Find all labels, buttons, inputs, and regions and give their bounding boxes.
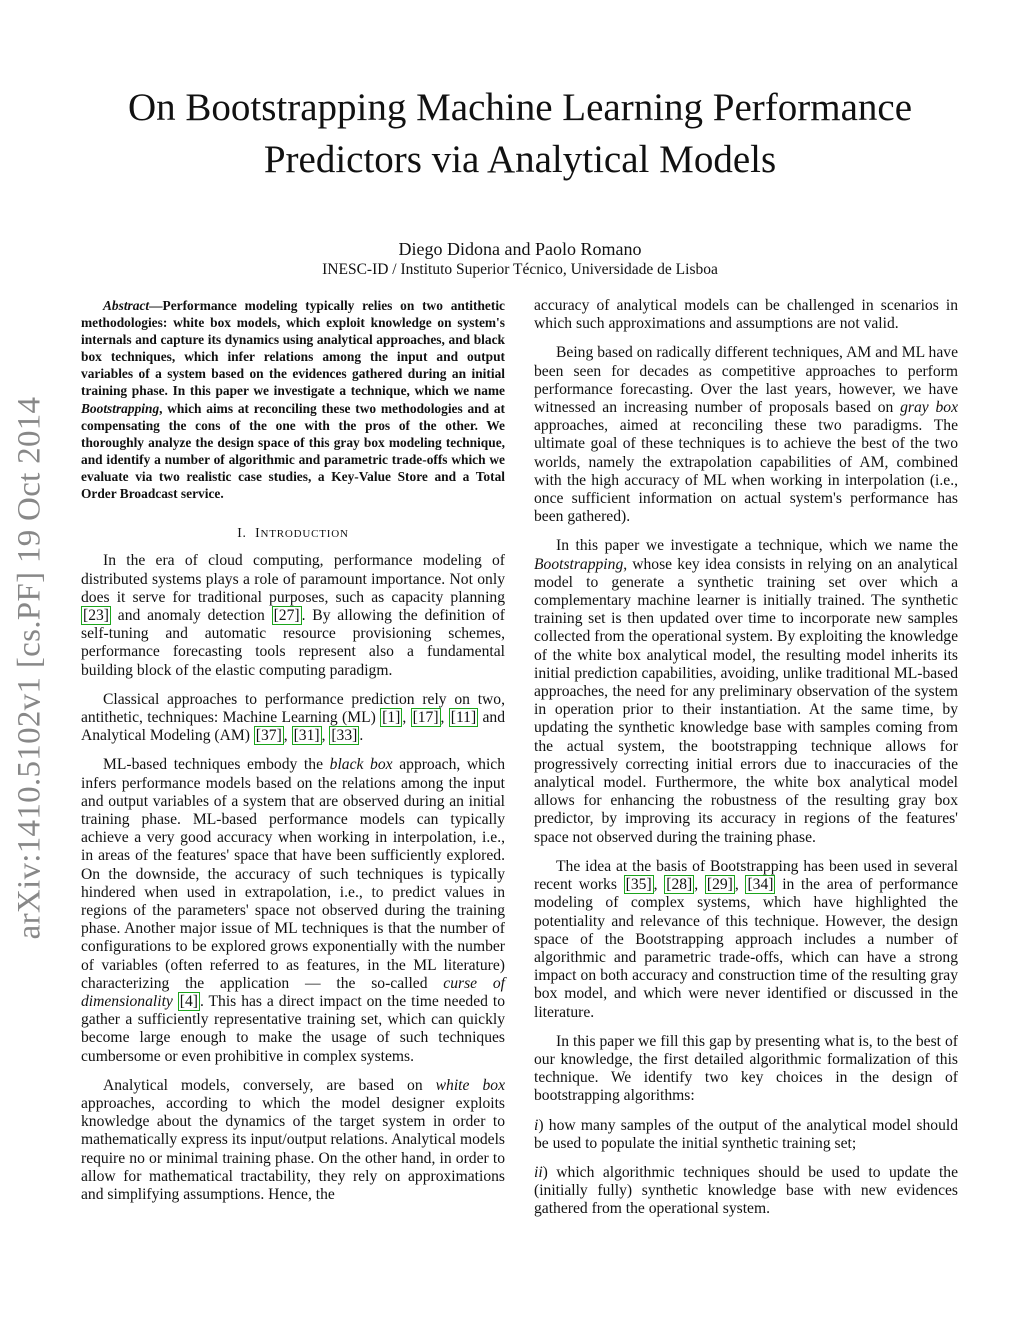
text: In this paper we investigate a technique, which we name the <box>556 537 958 555</box>
choice-label-i: i <box>534 1116 539 1134</box>
text: Analytical models, conversely, are based on <box>103 1076 436 1094</box>
arxiv-stamp <box>6 375 54 960</box>
intro-paragraph-7 <box>534 537 958 846</box>
left-column <box>81 297 505 1204</box>
text: approach, which infers performance models based on the relations among the input and output variables of a system that are observed during an initial training phase. ML-based performance models can typically achieve a very good accuracy when working in interpolation, i.e., in areas of the features' space that have been sufficiently explored. On the downside, the accuracy of such techniques is typically hindered when used in extrapolation, i.e., to predict values in regions of the parameters' space not observed during the training phase. Another major issue of ML techniques is that the number of configurations to be explored grows exponentially with the number of variables (often referred to as features, in the ML literature) characterizing the application — the so-called <box>81 756 506 992</box>
text: . <box>359 727 364 745</box>
title-line-2: Predictors via Analytical Models <box>263 138 777 181</box>
intro-paragraph-1 <box>81 552 505 679</box>
text: , whose key idea consists in relying on an analytical model to generate a synthetic training set over which a complementary machine learner is initially trained. The synthetic training set is then updated over time to incorporate new samples collected from the operational system. By exploiting the knowledge of the white box analytical model, the resulting model inherits its initial prediction capabilities, avoiding, unlike traditional ML-based approaches, the need for any preliminary observation of the system in operation prior to their instantiation. At the same time, by updating the synthetic knowledge base with samples coming from the actual system, the bootstrapping technique allows for progressively correcting initial errors due to inaccuracies of the analytical model. Furthermore, the white box analytical model allows for enhancing the robustness of the resulting gray box predictor, by improving its accuracy in regions of the features' space not observed during the training phase. <box>534 555 958 846</box>
emphasis: gray box <box>900 399 958 417</box>
abstract-text-b: , which aims at reconciling these two methodologies and at compensating the cons of the one with the pros of the other. We thoroughly analyze the design space of this gray box modeling technique, and identify a number of algorithmic and parametric trade-offs which we evaluate via two realistic case studies, a Key-Value Store and a Total Order Broadcast service. <box>81 400 505 502</box>
text: , <box>321 727 330 745</box>
intro-paragraph-5: accuracy of analytical models can be challenged in scenarios in which such approximations and assumptions are not valid. <box>534 297 958 333</box>
abstract <box>81 297 505 502</box>
text: The idea at the basis of Bootstrapping has been used in several recent works <box>534 857 958 894</box>
text: . This has a direct impact on the time needed to gather a sufficiently representative training set, which can quickly become large enough to make the usage of such techniques cumbersome or even prohibitive in complex systems. <box>81 993 506 1065</box>
citation-17[interactable]: [17] <box>412 708 439 726</box>
text: In the era of cloud computing, performance modeling of distributed systems plays a role of paramount importance. Not only does it serve for traditional purposes, such as capacity planning <box>81 552 505 606</box>
text: , <box>402 708 411 726</box>
paper-title <box>80 82 960 186</box>
right-column <box>534 297 958 1219</box>
arxiv-stamp-text: arXiv:1410.5102v1 [cs.PF] 19 Oct 2014 <box>11 396 48 939</box>
text: approaches, according to which the model designer exploits knowledge about the dynamics of the target system in order to mathematically express its input/output relations. Analytical models require no or minimal training phase. On the other hand, in order to allow for mathematical tractability, they rely on approximations and simplifying assumptions. Hence, the <box>81 1095 505 1204</box>
text: ML-based techniques embody the <box>103 756 330 774</box>
citation-35[interactable]: [35] <box>625 876 652 894</box>
section-title-rest: NTRODUCTION <box>260 528 349 541</box>
citation-4[interactable]: [4] <box>179 993 198 1010</box>
citation-23[interactable]: [23] <box>83 606 109 624</box>
section-heading-introduction <box>81 524 505 543</box>
citation-37[interactable]: [37] <box>255 727 282 745</box>
text: , <box>694 876 705 894</box>
text: Classical approaches to performance prediction rely on two, antithetic, techniques: Machine Learning (ML) <box>81 690 505 726</box>
text: ) which algorithmic techniques should be used to update the (initially fully) synthetic knowledge base with new evidences gathered from the operational system. <box>534 1163 958 1218</box>
intro-paragraph-8 <box>534 858 958 1022</box>
section-title-initial: I <box>255 525 261 541</box>
abstract-text-a: Performance modeling typically relies on two antithetic methodologies: white box models, which exploit knowledge on system's internals and capture its dynamics using analytical approaches, and black box techniques, which infer relations among the input and output variables of a system based on the evidences gathered during an initial training phase. In this paper we investigate a technique, which we name <box>81 298 505 399</box>
abstract-emphasis: Bootstrapping <box>81 400 160 416</box>
abstract-lead: Abstract <box>103 298 150 313</box>
text: and anomaly detection <box>110 606 272 624</box>
text: and Analytical Modeling (AM) <box>81 708 506 745</box>
choice-item-ii <box>534 1164 958 1219</box>
intro-paragraph-4 <box>81 1077 505 1204</box>
intro-paragraph-9: In this paper we fill this gap by presenting what is, to the best of our knowledge, the first detailed algorithmic formalization of this technique. We identify two key choices in the design of bootstrapping algorithms: <box>534 1032 958 1105</box>
intro-paragraph-2 <box>81 691 505 746</box>
citation-29[interactable]: [29] <box>706 876 733 894</box>
citation-31[interactable]: [31] <box>293 727 320 745</box>
text: , <box>653 876 665 894</box>
text: , <box>440 708 449 726</box>
text: . By allowing the definition of self-tuning and automatic resource provisioning schemes, performance forecasting tools represent also a fundamental building block of the elastic computing paradigm. <box>81 606 505 679</box>
text: , <box>283 727 292 745</box>
intro-paragraph-3 <box>81 756 505 1065</box>
citation-11[interactable]: [11] <box>450 708 477 726</box>
authors: Diego Didona and Paolo Romano <box>398 239 642 259</box>
text: in the area of performance modeling of complex systems, which have highlighted the potentiality and relevance of this technique. However, the design space of the Bootstrapping approach includes a number of algorithmic and parametric trade-offs, which can have a strong impact on both accuracy and construction time of the resulting gray box model, and which were never identified or discussed in the literature. <box>534 876 959 1021</box>
emphasis: curse of dimensionality <box>81 974 505 1010</box>
intro-paragraph-6 <box>534 344 958 526</box>
citation-27[interactable]: [27] <box>273 606 300 624</box>
text: Being based on radically different techniques, AM and ML have been seen for decades as competitive approaches to perform performance forecasting. Over the last years, however, we have witnessed an increasing number of proposals based on <box>534 344 958 417</box>
abstract-dash: — <box>149 298 163 313</box>
text: ) how many samples of the output of the analytical model should be used to populate the initial synthetic training set; <box>534 1116 958 1152</box>
emphasis: black box <box>329 756 393 774</box>
text: , <box>734 876 746 894</box>
emphasis: white box <box>435 1076 505 1094</box>
citation-34[interactable]: [34] <box>747 876 774 894</box>
section-number: I. <box>237 525 247 541</box>
affiliation: INESC-ID / Instituto Superior Técnico, Universidade de Lisboa <box>322 261 718 278</box>
text: approaches, aimed at reconciling these two paradigms. The ultimate goal of these techniques is to achieve the best of the two worlds, namely the extrapolation capabilities of AM, combined with the high accuracy of ML when working in interpolation (i.e., once sufficient information on actual system's performance has been gathered). <box>534 417 958 526</box>
citation-28[interactable]: [28] <box>666 876 693 894</box>
emphasis: Bootstrapping <box>534 555 624 573</box>
choice-label-ii: ii <box>534 1163 543 1181</box>
citation-1[interactable]: [1] <box>382 708 401 726</box>
title-line-1: On Bootstrapping Machine Learning Performance <box>127 86 913 129</box>
citation-33[interactable]: [33] <box>331 727 358 745</box>
choice-item-i <box>534 1117 958 1153</box>
